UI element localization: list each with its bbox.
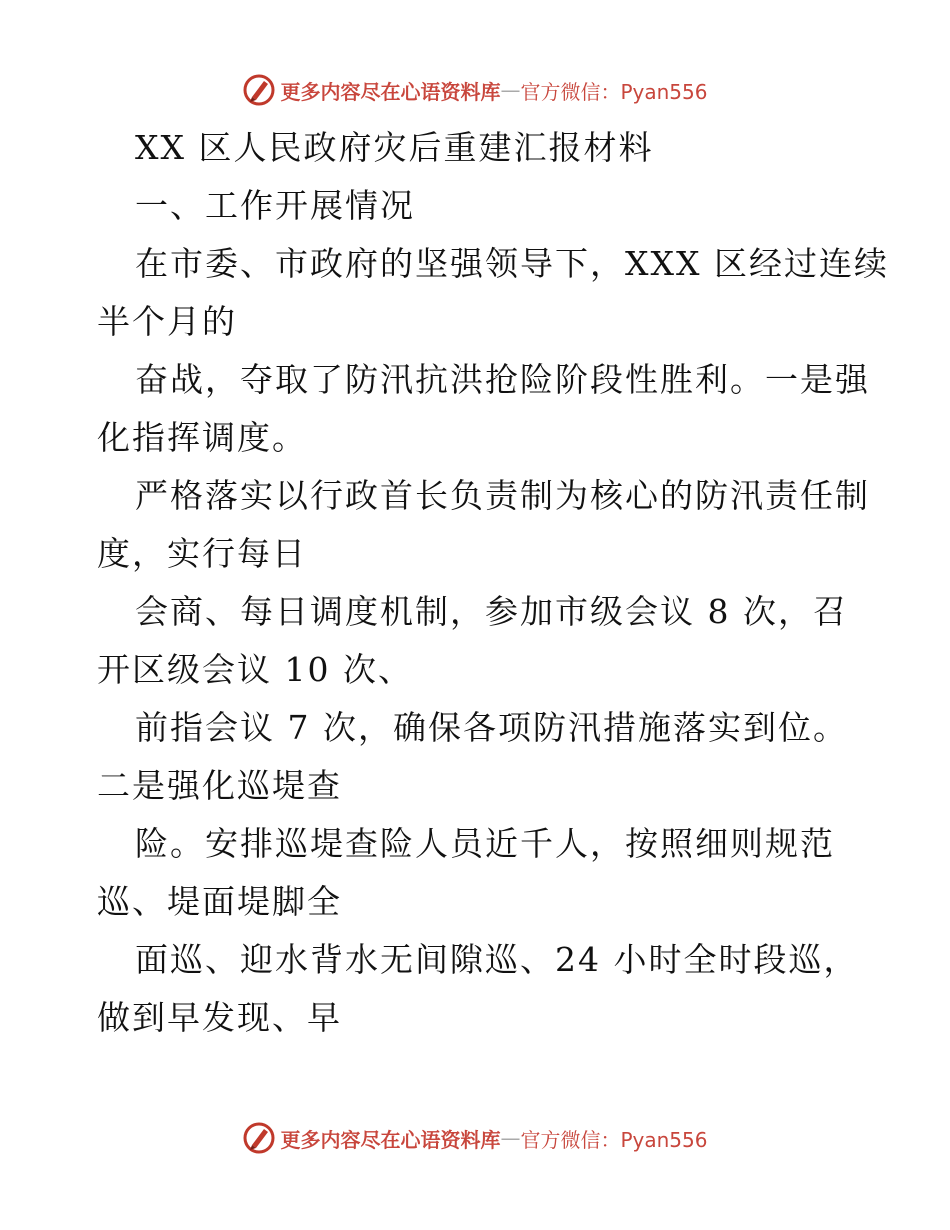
paragraph-line: 开区级会议 10 次、 [97,650,413,689]
paragraph-line: 化指挥调度。 [97,418,307,457]
pen-logo-icon [242,73,276,107]
watermark-contact-text: 官方微信：Pyan556 [520,79,708,104]
watermark-separator: — [500,1126,521,1150]
watermark-separator: — [500,78,521,102]
paragraph-line: 二是强化巡堤查 [97,766,342,805]
header-watermark [0,70,950,110]
paragraph-line: 半个月的 [97,302,237,341]
paragraph-line: 奋战，夺取了防汛抗洪抢险阶段性胜利。一是强 [135,360,870,399]
paragraph-line: 在市委、市政府的坚强领导下，XXX 区经过连续 [135,244,889,283]
paragraph-line: 前指会议 7 次，确保各项防汛措施落实到位。 [135,708,848,747]
footer-watermark [0,1118,950,1158]
paragraph-line: 巡、堤面堤脚全 [97,882,342,921]
watermark-main-text: 更多内容尽在心语资料库 [280,79,501,104]
pen-logo-icon [242,1121,276,1155]
paragraph-line: 度，实行每日 [97,534,307,573]
watermark-main-text: 更多内容尽在心语资料库 [280,1127,501,1152]
paragraph-line: 险。安排巡堤查险人员近千人，按照细则规范 [135,824,835,863]
watermark-contact-text: 官方微信：Pyan556 [520,1127,708,1152]
document-title: XX 区人民政府灾后重建汇报材料 [135,128,654,167]
paragraph-line: 做到早发现、早 [97,998,342,1037]
paragraph-line: 面巡、迎水背水无间隙巡、24 小时全时段巡， [135,940,859,979]
paragraph-line: 会商、每日调度机制，参加市级会议 8 次，召 [135,592,848,631]
paragraph-line: 严格落实以行政首长负责制为核心的防汛责任制 [135,476,870,515]
section-heading: 一、工作开展情况 [135,186,415,225]
